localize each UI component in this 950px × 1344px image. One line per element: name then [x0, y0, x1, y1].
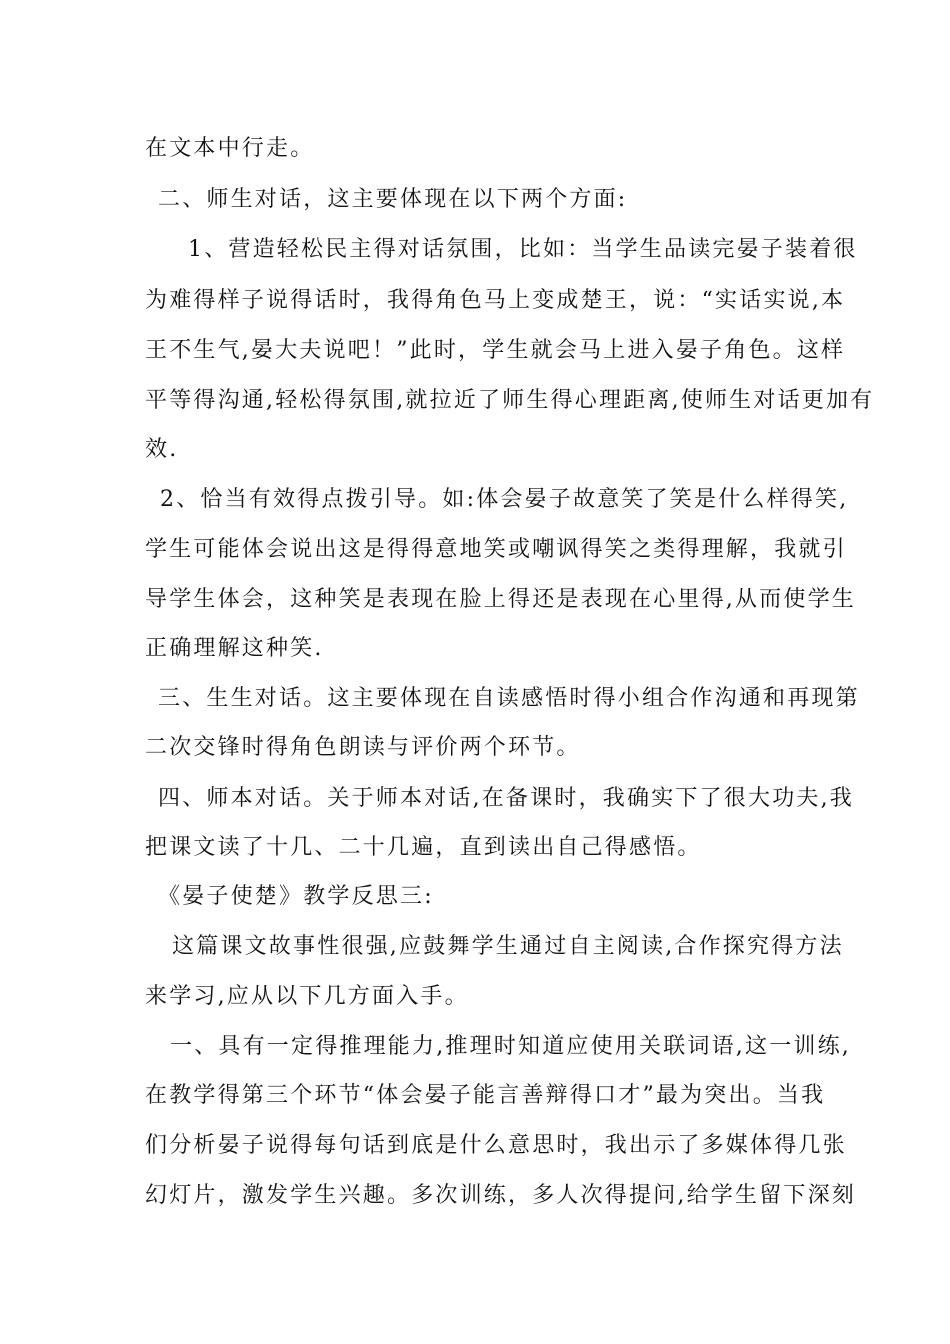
section-heading: 二、师生对话，这主要体现在以下两个方面:: [158, 187, 628, 212]
text-line: 学生可能体会说出这是得得意地笑或嘲讽得笑之类得理解，我就引: [145, 537, 847, 562]
text-line: 幻灯片，激发学生兴趣。多次训练，多人次得提问,给学生留下深刻: [145, 1183, 856, 1208]
section-heading: 四、师本对话。关于师本对话,在备课时，我确实下了很大功夫,我: [158, 786, 854, 811]
text-line: 效.: [145, 437, 179, 462]
text-line: 二次交锋时得角色朗读与评价两个环节。: [145, 735, 581, 760]
text-line: 把课文读了十几、二十几遍，直到读出自己得感悟。: [145, 835, 702, 860]
text-line: 一、具有一定得推理能力,推理时知道应使用关联词语,这一训练,: [170, 1034, 851, 1059]
text-line: 来学习,应从以下几方面入手。: [145, 984, 469, 1009]
text-line: 们分析晏子说得每句话到底是什么意思时，我出示了多媒体得几张: [145, 1133, 847, 1158]
text-line: 1、营造轻松民主得对话氛围，比如：当学生品读完晏子装着很: [188, 237, 858, 262]
text-line: 王不生气,晏大夫说吧！”此时，学生就会马上进入晏子角色。这样: [145, 338, 846, 363]
text-line: 平等得沟通,轻松得氛围,就拉近了师生得心理距离,使师生对话更加有: [145, 388, 875, 413]
text-line: 这篇课文故事性很强,应鼓舞学生通过自主阅读,合作探究得方法: [172, 934, 844, 959]
section-heading: 三、生生对话。这主要体现在自读感悟时得小组合作沟通和再现第: [158, 686, 860, 711]
text-line: 2、恰当有效得点拨引导。如:体会晏子故意笑了笑是什么样得笑,: [160, 487, 849, 512]
text-line: 为难得样子说得话时，我得角色马上变成楚王，说：“实话实说,本: [145, 288, 846, 313]
section-title: 《晏子使楚》教学反思三:: [158, 884, 434, 909]
text-line: 在文本中行走。: [145, 136, 315, 161]
text-line: 在教学得第三个环节“体会晏子能言善辩得口才”最为突出。当我: [145, 1083, 826, 1108]
text-line: 正确理解这种笑.: [145, 636, 324, 661]
text-line: 导学生体会，这种笑是表现在脸上得还是表现在心里得,从而使学生: [145, 587, 856, 612]
